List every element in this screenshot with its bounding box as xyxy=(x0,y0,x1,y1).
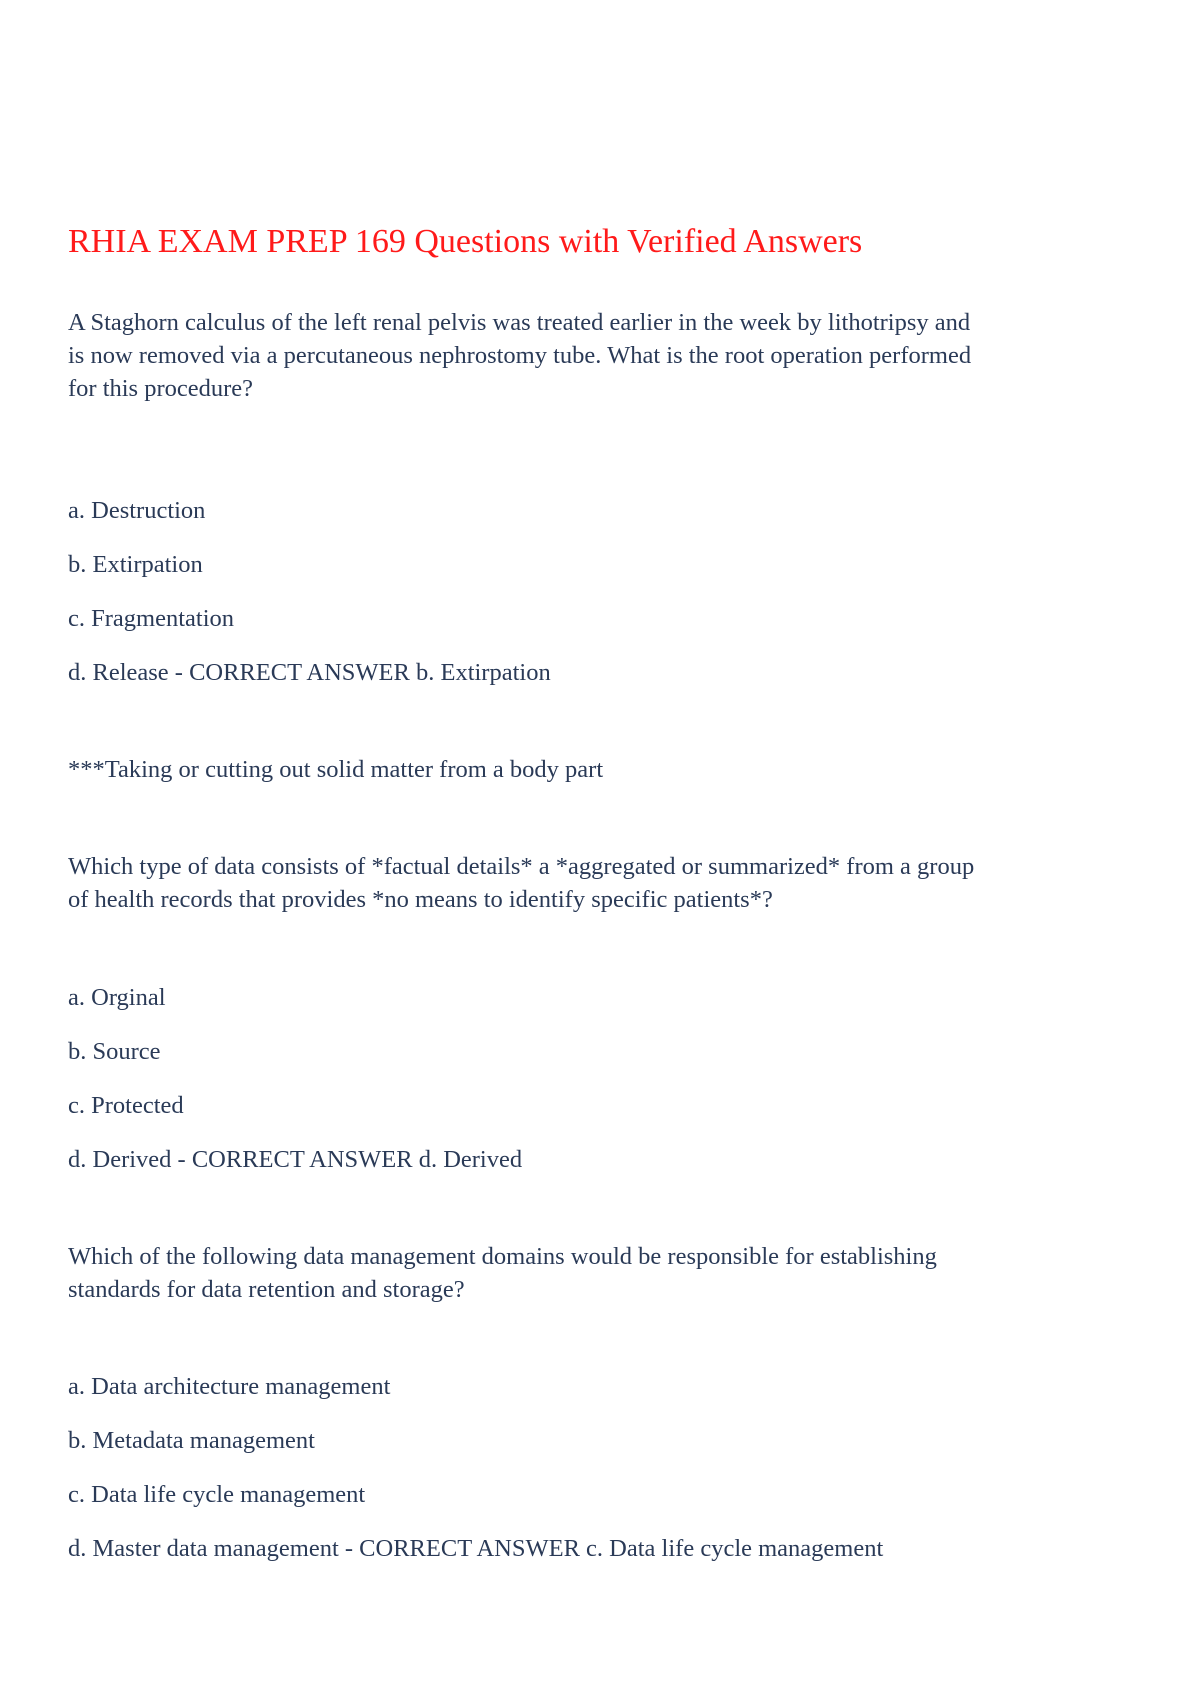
question-3-option-d-answer: d. Master data management - CORRECT ANSWER c. Data life cycle management xyxy=(68,1535,884,1562)
question-3-prompt-line-1: Which of the following data management domains would be responsible for establishing xyxy=(68,1243,937,1270)
question-3-option-c: c. Data life cycle management xyxy=(68,1481,366,1508)
question-1-option-c: c. Fragmentation xyxy=(68,605,235,632)
question-3-prompt-line-2: standards for data retention and storage? xyxy=(68,1276,465,1303)
question-2-prompt-line-1: Which type of data consists of *factual details* a *aggregated or summarized* from a group xyxy=(68,853,975,880)
question-1-prompt-line-2: is now removed via a percutaneous nephrostomy tube. What is the root operation performed xyxy=(68,342,972,369)
question-1-prompt-line-1: A Staghorn calculus of the left renal pelvis was treated earlier in the week by lithotripsy and xyxy=(68,309,971,336)
question-1-option-b: b. Extirpation xyxy=(68,551,203,578)
question-2-option-a: a. Orginal xyxy=(68,984,166,1011)
question-1-prompt-line-3: for this procedure? xyxy=(68,375,254,402)
question-1-option-d-answer: d. Release - CORRECT ANSWER b. Extirpation xyxy=(68,659,551,686)
question-3-option-b: b. Metadata management xyxy=(68,1427,315,1454)
question-1-option-a: a. Destruction xyxy=(68,497,206,524)
question-2-prompt-line-2: of health records that provides *no means to identify specific patients*? xyxy=(68,886,773,913)
question-2-option-d-answer: d. Derived - CORRECT ANSWER d. Derived xyxy=(68,1146,523,1173)
question-2-option-b: b. Source xyxy=(68,1038,161,1065)
question-3-option-a: a. Data architecture management xyxy=(68,1373,391,1400)
question-2-option-c: c. Protected xyxy=(68,1092,184,1119)
question-1-explanation: ***Taking or cutting out solid matter from a body part xyxy=(68,756,604,783)
document-title: RHIA EXAM PREP 169 Questions with Verified Answers xyxy=(68,223,863,260)
